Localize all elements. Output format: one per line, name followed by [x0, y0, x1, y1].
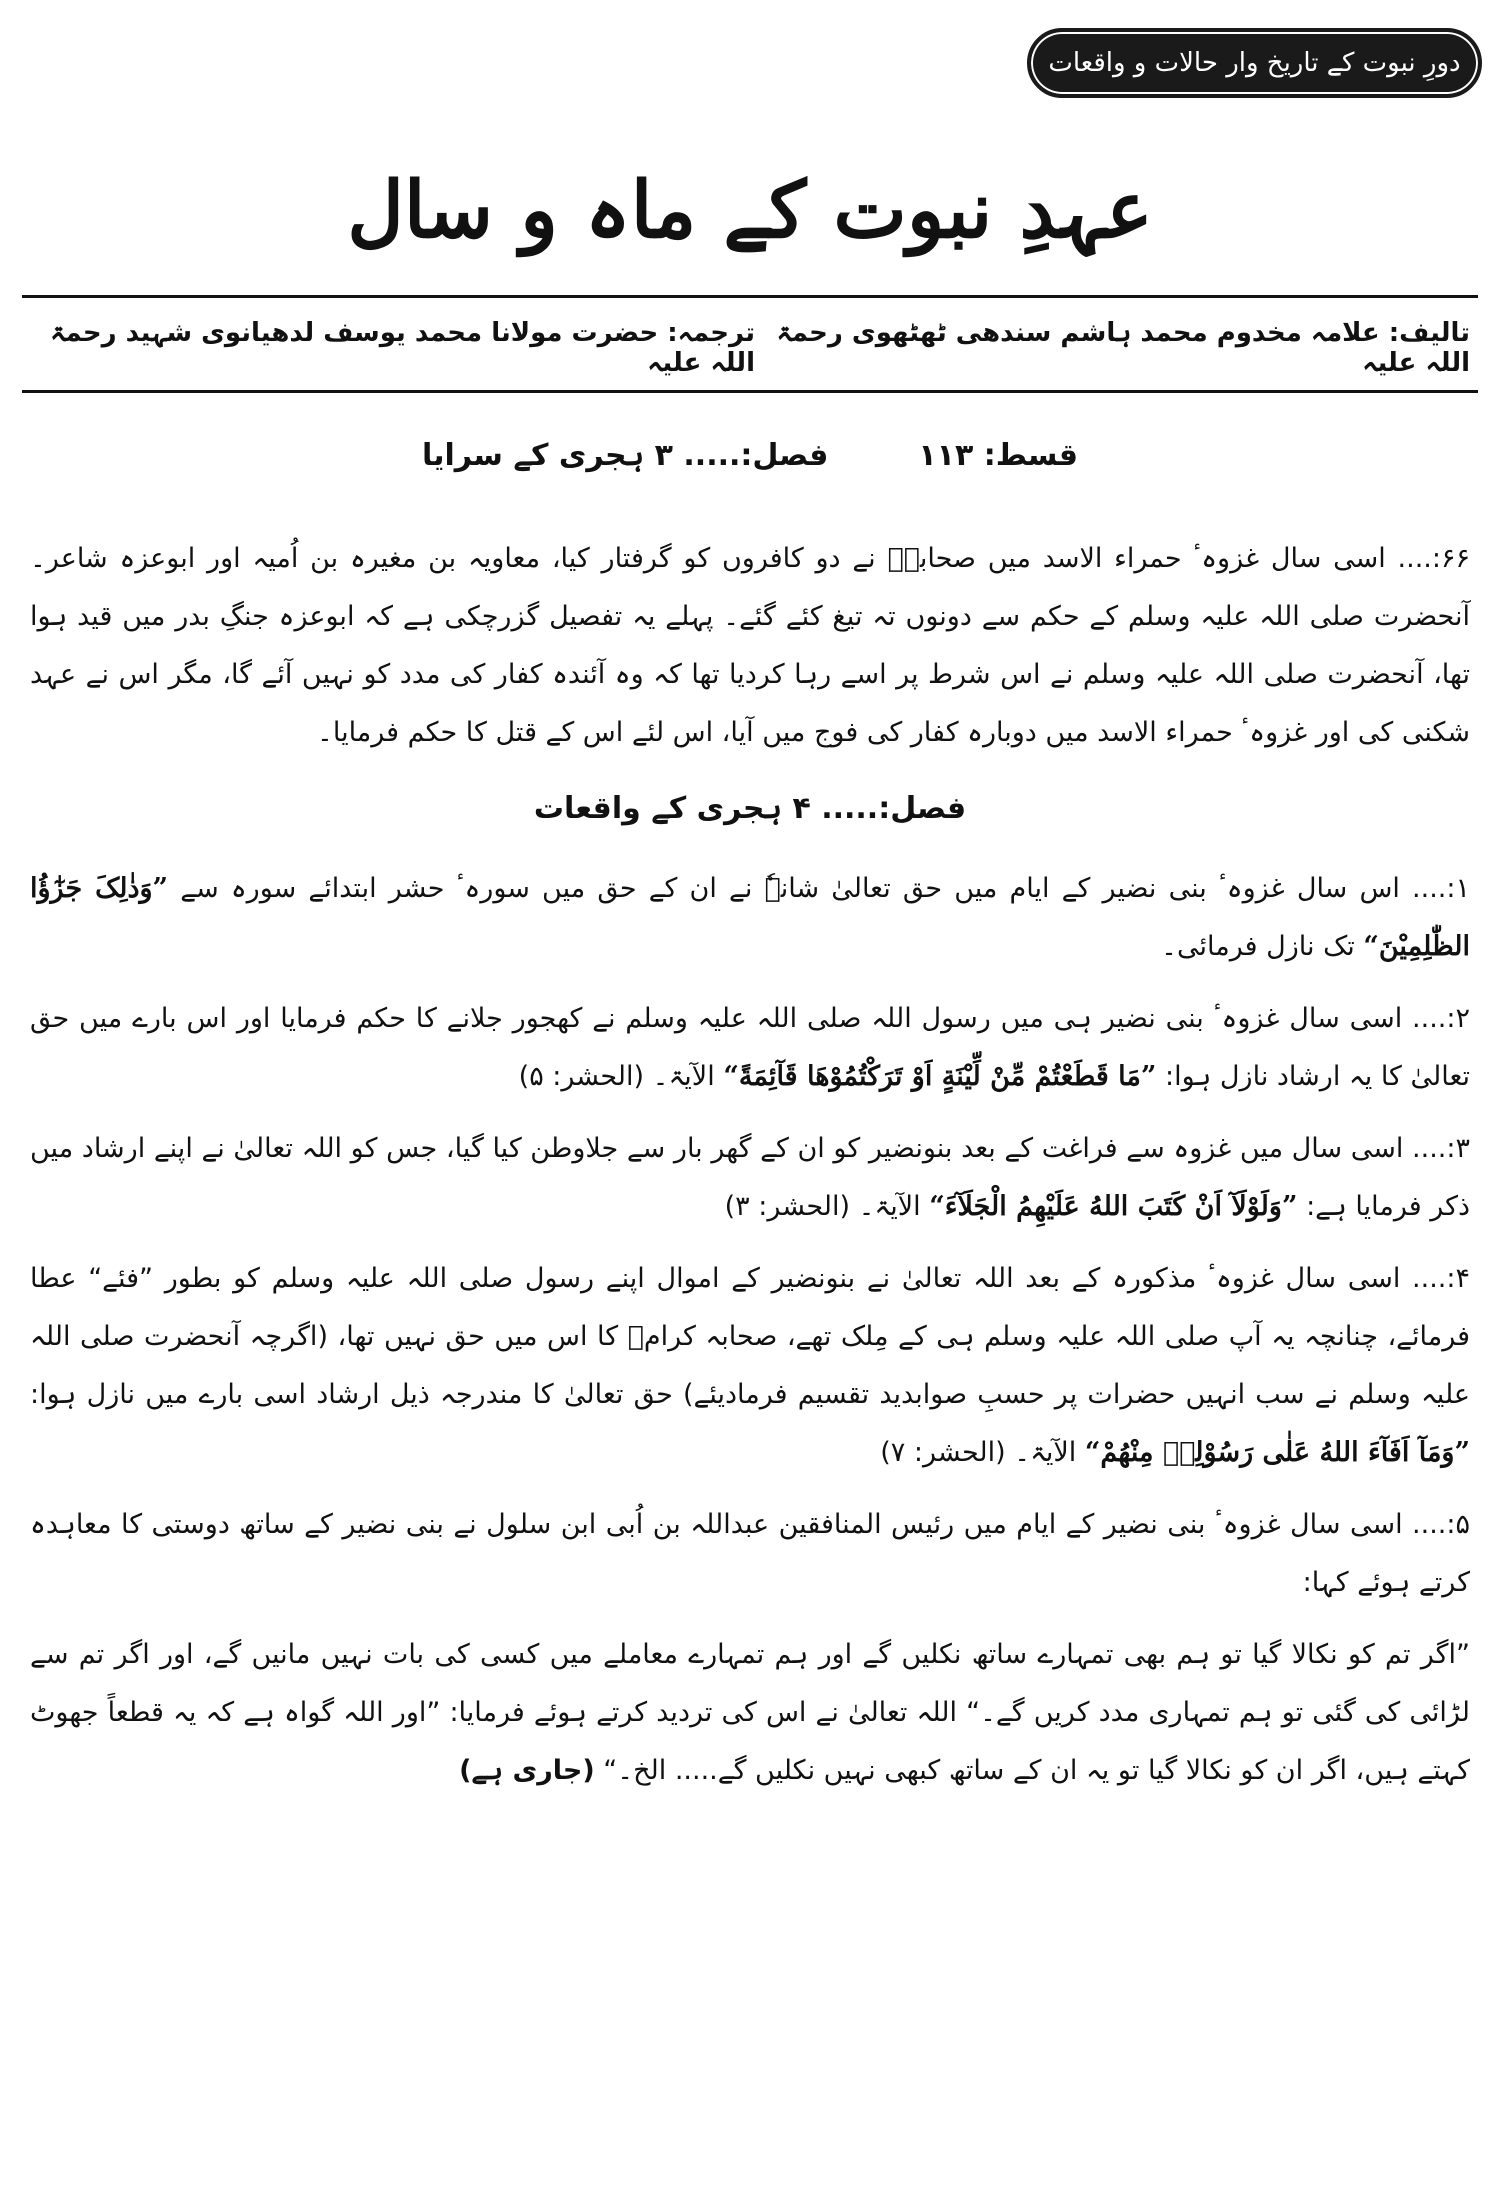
paragraph-66: ۶۶:.... اسی سال غزوہٴ حمراء الاسد میں صحابہؓ نے دو کافروں کو گرفتار کیا، معاویہ بن مغیرہ بن اُمیہ اور ابوعزہ شاعر۔ آنحضرت صلی اللہ علیہ وسلم کے حکم سے دونوں تہ تیغ کئے گئے۔ پہلے یہ تفصیل گزرچکی ہے کہ ابوعزہ جنگِ بدر میں قید ہوا تھا، آنحضرت صلی اللہ علیہ وسلم نے اس شرط پر اسے رہا کردیا تھا کہ وہ آئندہ کفار کی مدد کو نہیں آئے گا، مگر اس نے عہد شکنی کی اور غزوہٴ حمراء الاسد میں دوبارہ کفار کی فوج میں آیا، اس لئے اس کے قتل کا حکم فرمایا۔	[30, 543, 1470, 748]
paragraph-1	[30, 860, 1470, 976]
chapter-heading-2	[30, 780, 1470, 838]
paragraph-5	[30, 1496, 1470, 1612]
chapter-title: فصل:..... ۴ ہجری کے واقعات	[533, 791, 967, 826]
quran-verse: ”وَمَآ اَفَآءَ اللهُ عَلٰی رَسُوْلِهٖ مِنْهُمْ“	[1084, 1437, 1470, 1468]
quote-text: ”اگر تم کو نکالا گیا تو ہم بھی تمہارے ساتھ نکلیں گے اور ہم تمہارے معاملے میں کسی کی بات نہیں مانیں گے، اور اگر تم سے لڑائی کی گئی تو ہم تمہاری مدد کریں گے۔“ اللہ تعالیٰ نے اس کی تردید کرتے ہوئے فرمایا: ”اور اللہ گواہ ہے کہ یہ قطعاً جھوٹ کہتے ہیں، اگر ان کو نکالا گیا تو یہ ان کے ساتھ کبھی نہیں نکلیں گے..... الخ۔“	[30, 1639, 1470, 1786]
paragraph-3	[30, 1120, 1470, 1236]
paragraph-text: ۴:.... اسی سال غزوہٴ مذکورہ کے بعد اللہ تعالیٰ نے بنونضیر کے اموال اپنے رسول صلی اللہ علیہ وسلم کو بطور ”فئے“ عطا فرمائے، چنانچہ یہ آپ صلی اللہ علیہ وسلم ہی کے مِلک تھے، صحابہ کرامؓ کا اس میں حق نہیں تھا، (اگرچہ آنحضرت صلی اللہ علیہ وسلم نے سب انہیں حضرات پر حسبِ صوابدید تقسیم فرمادیئے) حق تعالیٰ کا مندرجہ ذیل ارشاد اسی بارے میں نازل ہوا:	[30, 1263, 1470, 1410]
author-credit: تالیف: علامہ مخدوم محمد ہاشم سندھی ٹھٹھوی رحمۃ اللہ علیہ	[776, 318, 1470, 378]
paragraph-text: ۲:.... اسی سال غزوہٴ بنی نضیر ہی میں رسول اللہ صلی اللہ علیہ وسلم نے کھجور جلانے کا حکم فرمایا اور اس بارے میں حق تعالیٰ کا یہ ارشاد نازل ہوا:	[30, 1003, 1470, 1092]
paragraph-text: ۵:.... اسی سال غزوہٴ بنی نضیر کے ایام میں رئیس المنافقین عبداللہ بن اُبی ابن سلول نے بنی نضیر کے ساتھ دوستی کا معاہدہ کرتے ہوئے کہا:	[30, 1509, 1470, 1598]
quran-verse: ”وَذٰلِکَ جَزٰٓؤُا الظّٰلِمِیْنَ“	[30, 873, 1470, 962]
verse-reference: الآیۃ۔ (الحشر: ۵)	[518, 1061, 715, 1092]
translator-credit: ترجمہ: حضرت مولانا محمد یوسف لدھیانوی شہید رحمۃ اللہ علیہ	[50, 318, 755, 378]
paragraph-2	[30, 990, 1470, 1106]
page-title: عہدِ نبوت کے ماہ و سال	[347, 165, 1153, 256]
section-tag	[1027, 28, 1482, 98]
chapter-heading-1	[0, 438, 1500, 473]
installment-label: قسط: ۱۱۳	[918, 438, 1079, 473]
paragraph-text: ۱:.... اس سال غزوہٴ بنی نضیر کے ایام میں حق تعالیٰ شانہٗ نے ان کے حق میں سورہٴ حشر ابتدائے سورہ سے	[180, 873, 1470, 904]
paragraph-5-quote	[30, 1626, 1470, 1800]
continued-label: (جاری ہے)	[459, 1755, 595, 1786]
section-tag-label: دورِ نبوت کے تاریخ وار حالات و واقعات	[1048, 48, 1461, 78]
paragraph-text: ۳:.... اسی سال میں غزوہ سے فراغت کے بعد بنونضیر کو ان کے گھر بار سے جلاوطن کیا گیا، جس کو اللہ تعالیٰ نے اپنے ارشاد میں ذکر فرمایا ہے:	[30, 1133, 1470, 1222]
quran-verse: ”مَا قَطَعْتُمْ مِّنْ لِّیْنَةٍ اَوْ تَرَکْتُمُوْهَا قَآئِمَةً“	[723, 1061, 1157, 1092]
verse-reference: الآیۃ۔ (الحشر: ۳)	[724, 1191, 921, 1222]
credits-bar	[30, 318, 1470, 378]
paragraph-tail: تک نازل فرمائی۔	[1161, 931, 1355, 962]
quran-verse: ”وَلَوْلَآ اَنْ کَتَبَ اللهُ عَلَیْهِمُ الْجَلَآءَ“	[929, 1191, 1298, 1222]
chapter-title: فصل:..... ۳ ہجری کے سرایا	[421, 438, 829, 473]
divider-bottom	[22, 390, 1478, 393]
divider-top	[22, 295, 1478, 298]
paragraph-4	[30, 1250, 1470, 1482]
article-body	[30, 530, 1470, 1814]
verse-reference: الآیۃ۔ (الحشر: ۷)	[880, 1437, 1077, 1468]
